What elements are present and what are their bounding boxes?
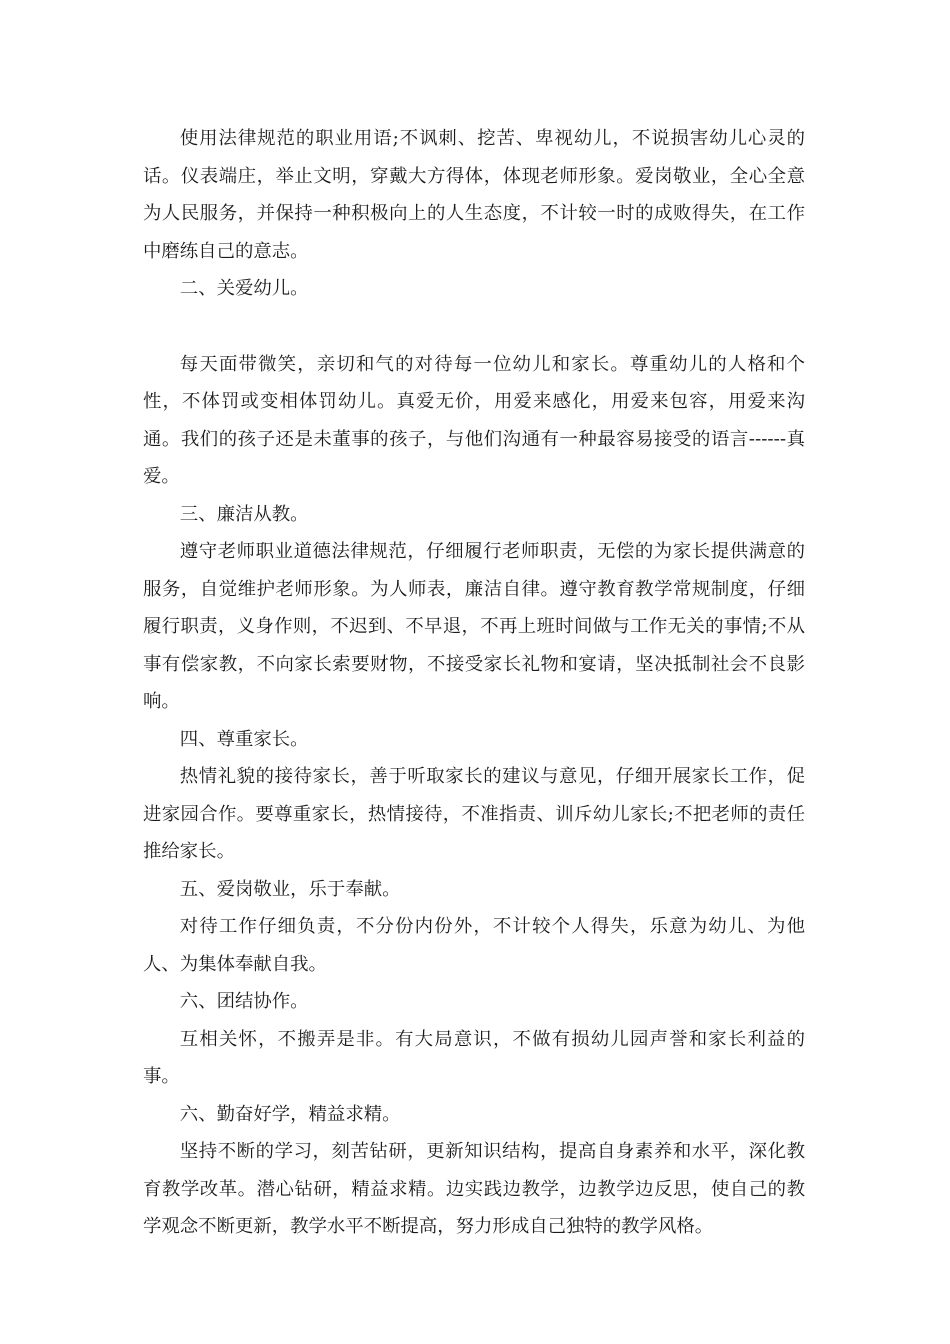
heading-teamwork: 六、团结协作。 bbox=[179, 991, 309, 1012]
paragraph-diligent-study: 坚持不断的学习，刻苦钻研，更新知识结构，提高自身素养和水平，深化教育教学改革。潜心钻研，精益求精。边实践边教学，边教学边反思，使自己的教学观念不断更新，教学水平不断提高，努力形成自己独特的教学风格。 bbox=[143, 1141, 805, 1237]
heading-respect-parents: 四、尊重家长。 bbox=[179, 728, 309, 750]
paragraph-conduct: 使用法律规范的职业用语;不讽刺、挖苦、卑视幼儿，不说损害幼儿心灵的话。仪表端庄，举止文明，穿戴大方得体，体现老师形象。爱岗敬业，全心全意为人民服务，并保持一种积极向上的人生态度，不计较一时的成败得失，在工作中磨练自己的意志。 bbox=[143, 128, 805, 262]
paragraph-teamwork: 互相关怀，不搬弄是非。有大局意识，不做有损幼儿园声誉和家长利益的事。 bbox=[143, 1028, 805, 1087]
paragraph-respect-parents: 热情礼貌的接待家长，善于听取家长的建议与意见，仔细开展家长工作，促进家园合作。要尊重家长，热情接待，不准指责、训斥幼儿家长;不把老师的责任推给家长。 bbox=[143, 766, 805, 862]
document-page bbox=[143, 120, 805, 1246]
heading-care-for-children: 二、关爱幼儿。 bbox=[179, 278, 309, 299]
paragraph-care-for-children: 每天面带微笑，亲切和气的对待每一位幼儿和家长。尊重幼儿的人格和个性，不体罚或变相体罚幼儿。真爱无价，用爱来感化，用爱来包容，用爱来沟通。我们的孩子还是未董事的孩子，与他们沟通有一种最容易接受的语言------真爱。 bbox=[143, 353, 805, 487]
paragraph-dedication: 对待工作仔细负责，不分份内份外，不计较个人得失，乐意为幼儿、为他人、为集体奉献自我。 bbox=[143, 916, 805, 975]
heading-integrity: 三、廉洁从教。 bbox=[179, 503, 309, 525]
paragraph-integrity: 遵守老师职业道德法律规范，仔细履行老师职责，无偿的为家长提供满意的服务，自觉维护老师形象。为人师表，廉洁自律。遵守教育教学常规制度，仔细履行职责，义身作则，不迟到、不早退，不再上班时间做与工作无关的事情;不从事有偿家教，不向家长索要财物，不接受家长礼物和宴请，坚决抵制社会不良影响。 bbox=[143, 541, 805, 712]
blank-line bbox=[143, 308, 805, 346]
heading-diligent-study: 六、勤奋好学，精益求精。 bbox=[179, 1103, 401, 1125]
heading-dedication: 五、爱岗敬业，乐于奉献。 bbox=[179, 878, 401, 900]
